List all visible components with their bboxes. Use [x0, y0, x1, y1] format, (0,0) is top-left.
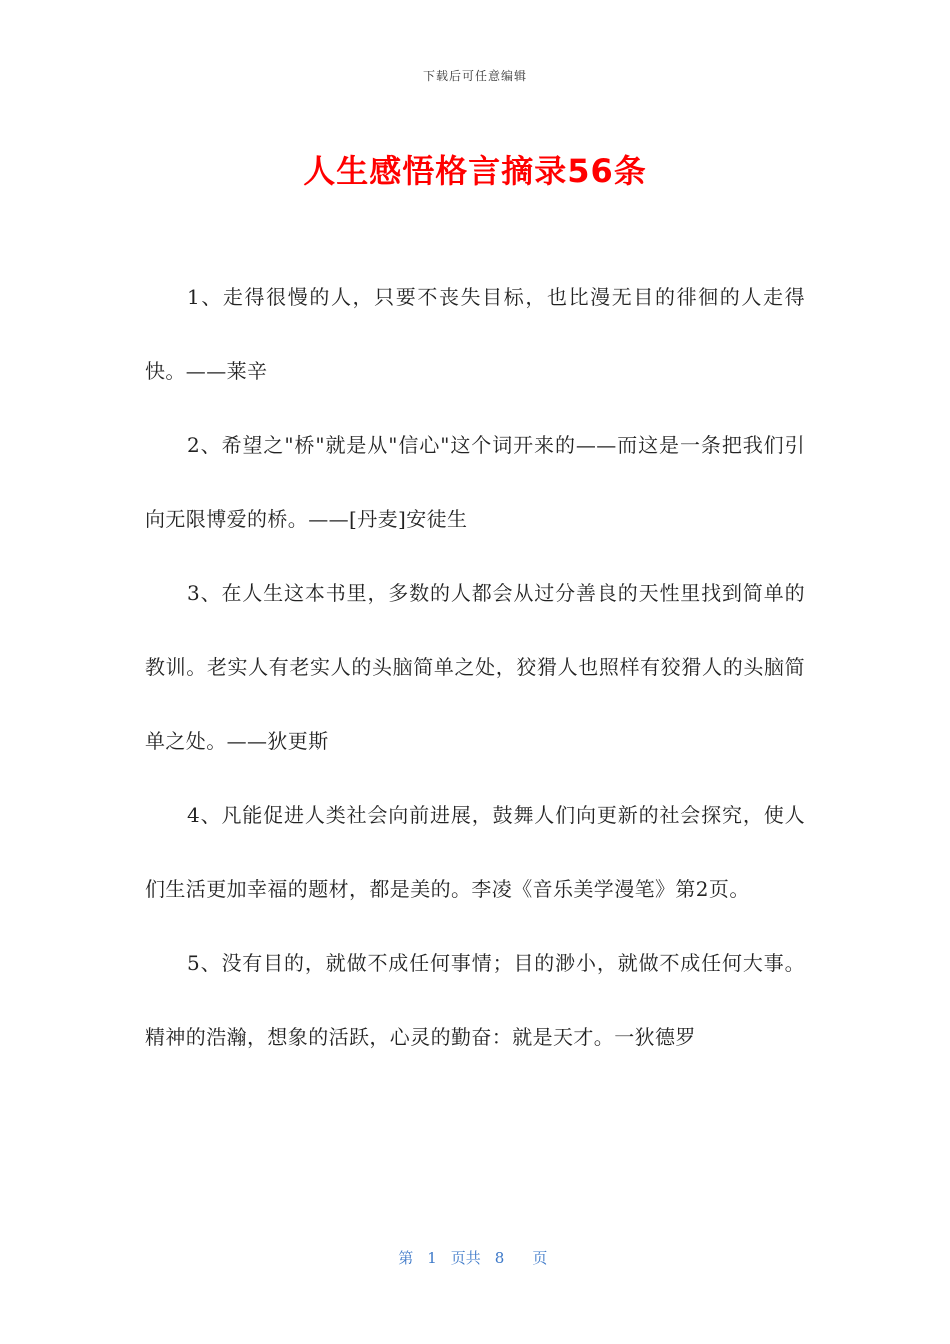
- quote-paragraph-3: 3、在人生这本书里，多数的人都会从过分善良的天性里找到简单的教训。老实人有老实人的头脑简单之处，狡猾人也照样有狡猾人的头脑简单之处。——狄更斯: [145, 581, 805, 753]
- quote-paragraph-1: 1、走得很慢的人，只要不丧失目标，也比漫无目的徘徊的人走得快。——莱辛: [145, 285, 805, 383]
- footer-current-page: 1: [427, 1249, 437, 1267]
- quote-paragraph-5: 5、没有目的，就做不成任何事情；目的渺小，就做不成任何大事。精神的浩瀚，想象的活跃，心灵的勤奋：就是天才。一狄德罗: [145, 951, 805, 1049]
- footer-suffix: 页: [532, 1249, 548, 1267]
- document-body: [145, 260, 805, 1074]
- quote-paragraph-4: 4、凡能促进人类社会向前进展，鼓舞人们向更新的社会探究，使人们生活更加幸福的题材，都是美的。李凌《音乐美学漫笔》第2页。: [145, 803, 805, 901]
- footer-prefix: 第: [398, 1249, 414, 1267]
- footer-middle: 页共: [450, 1249, 481, 1267]
- quote-paragraph-2: 2、希望之"桥"就是从"信心"这个词开来的——而这是一条把我们引向无限博爱的桥。——[丹麦]安徒生: [145, 433, 805, 531]
- document-title: 人生感悟格言摘录56条: [303, 152, 647, 190]
- footer-total-pages: 8: [494, 1249, 505, 1267]
- header-note: 下载后可任意编辑: [422, 69, 527, 83]
- page-footer: [0, 1229, 950, 1268]
